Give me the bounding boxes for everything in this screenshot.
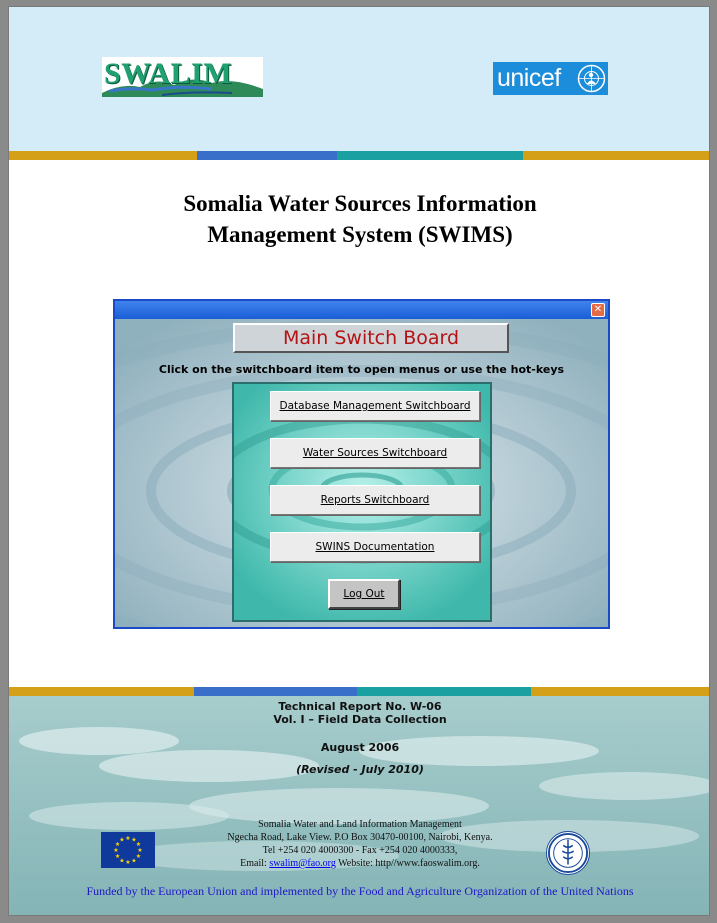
svg-text:★: ★: [137, 847, 143, 854]
fao-logo-icon: [546, 831, 590, 875]
title-line-2: Management System (SWIMS): [207, 222, 513, 247]
svg-text:★: ★: [114, 853, 121, 860]
document-title: [9, 188, 710, 250]
database-management-switchboard-button[interactable]: Database Management Switchboard: [270, 391, 480, 421]
swalim-logo: [102, 57, 263, 97]
report-date: August 2006: [320, 741, 400, 754]
switchboard-instruction: Click on the switchboard item to open menus or use the hot-keys: [158, 363, 565, 376]
window-titlebar: [115, 301, 608, 319]
svg-text:★: ★: [113, 847, 119, 854]
svg-text:★: ★: [119, 836, 125, 844]
contact-tel: Tel +254 020 4000300 - Fax +254 020 4000333,: [262, 845, 458, 856]
email-label: Email:: [240, 858, 267, 869]
contact-email-line: [9, 857, 710, 870]
svg-text:★: ★: [135, 853, 142, 860]
funded-by-statement: Funded by the European Union and implemented by the Food and Agriculture Organization of the United Nations: [86, 884, 634, 898]
svg-text:★: ★: [135, 841, 142, 848]
report-number: Technical Report No. W-06: [278, 700, 442, 713]
close-icon[interactable]: ✕: [591, 303, 605, 317]
svg-text:★: ★: [131, 836, 137, 844]
svg-text:★: ★: [125, 859, 131, 866]
log-out-button[interactable]: Log Out: [328, 579, 400, 609]
website-text: Website: http//www.faoswalim.org.: [338, 858, 480, 869]
report-volume: Vol. I – Field Data Collection: [273, 713, 447, 726]
switchboard-title: Main Switch Board: [233, 323, 509, 353]
water-sources-switchboard-button[interactable]: Water Sources Switchboard: [270, 438, 480, 468]
bottom-color-stripe: [9, 687, 710, 696]
svg-text:★: ★: [131, 857, 137, 865]
report-revised: (Revised - July 2010): [296, 763, 424, 776]
switchboard-screenshot: [113, 299, 610, 629]
email-link[interactable]: swalim@fao.org: [269, 858, 336, 869]
swins-documentation-button[interactable]: SWINS Documentation: [270, 532, 480, 562]
document-page: [8, 6, 710, 916]
svg-text:★: ★: [125, 835, 131, 842]
footer-band: [9, 696, 710, 916]
contact-block: [9, 818, 710, 870]
switchboard-button-panel: [232, 382, 492, 622]
title-line-1: Somalia Water Sources Information: [183, 191, 537, 216]
unicef-emblem-icon: [577, 64, 606, 93]
unicef-logo: [493, 62, 608, 95]
reports-switchboard-button[interactable]: Reports Switchboard: [270, 485, 480, 515]
top-color-stripe: [9, 151, 710, 160]
svg-text:★: ★: [114, 841, 121, 848]
svg-text:★: ★: [119, 857, 125, 865]
swalim-logo-text: SWALIM: [104, 57, 233, 90]
contact-address: Ngecha Road, Lake View. P.O Box 30470-00100, Nairobi, Kenya.: [227, 832, 493, 843]
contact-org: Somalia Water and Land Information Management: [258, 819, 462, 830]
unicef-logo-text: unicef: [497, 64, 561, 92]
